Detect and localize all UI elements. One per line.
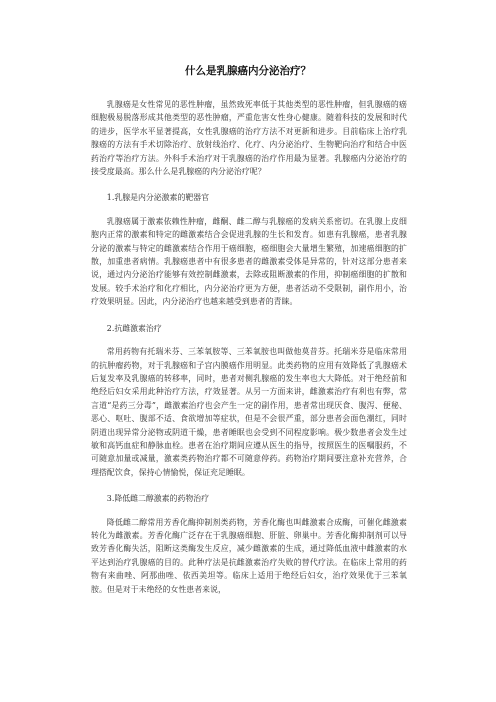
section-3-paragraph: 降低雌二醇常用芳香化酶抑制剂类药物，芳香化酶也叫雌激素合成酶，可催化雌激素转化为雌激素。芳香化酶广泛存在于乳腺癌细胞、肝脏、卵巢中。芳香化酶抑制剂可以导致芳香化酶失活，阻断这类酶发生反应，减少雌激素的生成，通过降低血液中雌激素的水平达到治疗乳腺癌的目的。此种疗法是抗雌激素治疗失败的替代疗法。在临床上常用的药物有来曲唑、阿那曲唑、依西美坦等。临床上适用于绝经后妇女，治疗效果优于三苯氧胺。但是对于未绝经的女性患者来说， (91, 517, 407, 594)
spacer (91, 309, 407, 322)
spacer (91, 506, 407, 516)
section-heading-1: 1.乳腺是内分泌激素的靶器官 (106, 193, 210, 203)
section-heading-2: 2.抗雌激素治疗 (106, 323, 162, 333)
intro-paragraph: 乳腺癌是女性常见的恶性肿瘤，虽然致死率低于其他类型的恶性肿瘤，但乳腺癌的癌细胞极易脱落形成其他类型的恶性肿瘤，严重危害女性身心健康。随着科技的发展和时代的进步，医学水平显著提高，女性乳腺癌的治疗方法不对更新和进步。目前临床上治疗乳腺癌的方法有手术切除治疗、放射线治疗、化疗、内分泌治疗、生物靶向治疗和结合中医药治疗等治疗方法。外科手术治疗对于乳腺癌的治疗作用最为显著。乳腺癌内分泌治疗的接受度最高。那么什么是乳腺癌的内分泌治疗呢？ (91, 100, 407, 177)
section-1-paragraph: 乳腺癌属于激素依赖性肿瘤，雌酮、雌二醇与乳腺癌的发病关系密切。在乳腺上皮细胞内正常的激素和特定的雌激素结合会促进乳腺的生长和发育。如患有乳腺癌，患者乳腺分泌的激素与特定的雌激素结合作用于癌细胞，癌细胞会大量增生繁殖，加速癌细胞的扩散，加重患者病情。乳腺癌患者中有很多患者的雌激素受体是异常的，针对这部分患者来说，通过内分泌治疗能够有效控制雌激素，去除或阻断激素的作用，抑制癌细胞的扩散和发展。较手术治疗和化疗相比，内分泌治疗更为方便，患者活动不受限制，副作用小，治疗效果明显。因此，内分泌治疗也越来越受到患者的青睐。 (91, 216, 407, 307)
section-2-paragraph: 常用药物有托瑞米芬、三苯氧胺等、三苯氧胺也叫做他莫昔芬。托瑞米芬是临床常用的抗肿瘤药物，对于乳腺癌和子宫内膜癌作用明显。此类药物的应用有效降低了乳腺癌术后复发率及乳腺癌的转移率，同时，患者对侧乳腺癌的发生率也大大降低。对于绝经前和绝经后妇女采用此种治疗方法，疗效显著。从另一方面来讲，雌激素治疗有利也有弊，常言道“是药三分毒”，雌激素治疗也会产生一定的副作用，患者常出现厌食、腹泻、便秘、恶心、呕吐、腹部不适、食欲增加等症状，但是不会很严重，部分患者会面色潮红，同时阴道出现异常分泌物或阴道干燥，患者睡眠也会受到不同程度影响。极少数患者会发生过敏和高钙血症和静脉血栓。患者在治疗期间应遵从医生的指导，按照医生的医嘱服药，不可随意加量或减量，激素类药物治疗都不可随意停药。药物治疗期间要注意补充营养，合理搭配饮食，保持心情愉悦，保证充足睡眠。 (91, 347, 407, 477)
document-title: 什么是乳腺癌内分泌治疗？ (185, 65, 311, 77)
document-body (91, 98, 407, 596)
spacer (91, 205, 407, 215)
section-heading-3: 3.降低雌二醇激素的药物治疗 (106, 494, 210, 504)
spacer (91, 479, 407, 492)
spacer (91, 178, 407, 191)
spacer (91, 335, 407, 345)
